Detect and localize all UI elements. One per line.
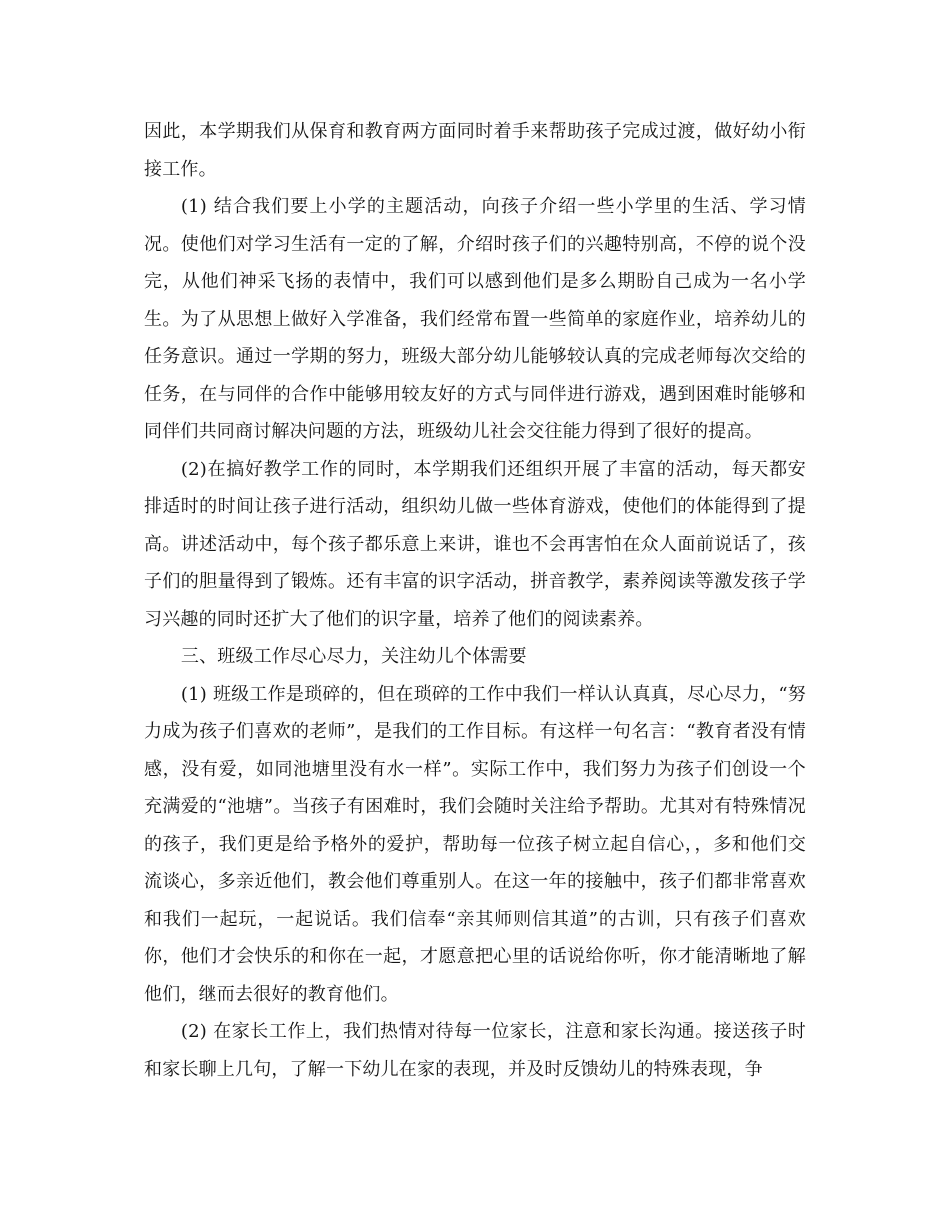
paragraph-item-1-class-work: (1) 班级工作是琐碎的，但在琐碎的工作中我们一样认认真真，尽心尽力，“努力成为孩子们喜欢的老师”，是我们的工作目标。有这样一句名言：“教育者没有情感，没有爱，如同池塘里没有水一样”。实际工作中，我们努力为孩子们创设一个充满爱的“池塘”。当孩子有困难时，我们会随时关注给予帮助。尤其对有特殊情况的孩子，我们更是给予格外的爱护，帮助每一位孩子树立起自信心，，多和他们交流谈心，多亲近他们，教会他们尊重别人。在这一年的接触中，孩子们都非常喜欢和我们一起玩，一起说话。我们信奉“亲其师则信其道”的古训，只有孩子们喜欢你，他们才会快乐的和你在一起，才愿意把心里的话说给你听，你才能清晰地了解他们，继而去很好的教育他们。	[144, 683, 806, 1005]
document-body	[144, 113, 806, 1088]
paragraph-item-2-activities: (2)在搞好教学工作的同时，本学期我们还组织开展了丰富的活动，每天都安排适时的时间让孩子进行活动，组织幼儿做一些体育游戏，使他们的体能得到了提高。讲述活动中，每个孩子都乐意上来讲，谁也不会再害怕在众人面前说话了，孩子们的胆量得到了锻炼。还有丰富的识字活动，拼音教学，素养阅读等激发孩子学习兴趣的同时还扩大了他们的识字量，培养了他们的阅读素养。	[144, 458, 806, 630]
section-heading-class-work: 三、班级工作尽心尽力，关注幼儿个体需要	[180, 646, 527, 667]
paragraph-item-1-theme-activity: (1) 结合我们要上小学的主题活动，向孩子介绍一些小学里的生活、学习情况。使他们对学习生活有一定的了解，介绍时孩子们的兴趣特别高，不停的说个没完，从他们神采飞扬的表情中，我们可以感到他们是多么期盼自己成为一名小学生。为了从思想上做好入学准备，我们经常布置一些简单的家庭作业，培养幼儿的任务意识。通过一学期的努力，班级大部分幼儿能够较认真的完成老师每次交给的任务，在与同伴的合作中能够用较友好的方式与同伴进行游戏，遇到困难时能够和同伴们共同商讨解决问题的方法，班级幼儿社会交往能力得到了很好的提高。	[144, 196, 806, 442]
paragraph-item-2-parent-work: (2) 在家长工作上，我们热情对待每一位家长，注意和家长沟通。接送孩子时和家长聊上几句，了解一下幼儿在家的表现，并及时反馈幼儿的特殊表现，争	[144, 1021, 806, 1080]
paragraph-continuation: 因此，本学期我们从保育和教育两方面同时着手来帮助孩子完成过渡，做好幼小衔接工作。	[144, 121, 806, 180]
